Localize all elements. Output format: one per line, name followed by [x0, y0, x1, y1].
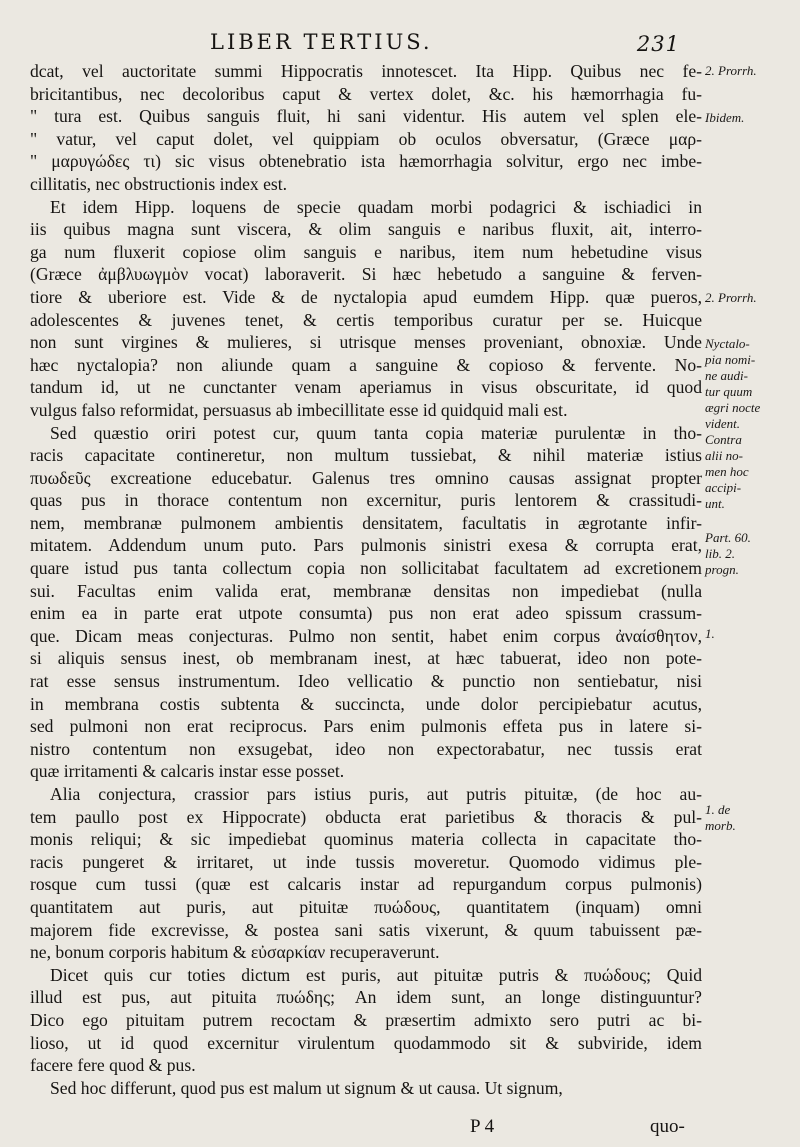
margin-note: ægri nocte [705, 400, 761, 415]
text-line: quas pus in thorace contentum non excernitur, puris lentorem & crassitudi- [30, 490, 702, 511]
main-text [30, 60, 702, 1099]
text-line: Et idem Hipp. loquens de specie quadam morbi podagrici & ischiadici in [50, 196, 702, 217]
text-line: illud est pus, aut pituita πυώδης; An idem sunt, an longe distinguuntur? [30, 987, 702, 1008]
text-line: quæ irritamenti & calcaris instar esse posset. [30, 761, 345, 782]
margin-note: 2. Prorrh. [705, 290, 757, 305]
text-line: monis reliqui; & sic impediebat quominus materia collecta in capacitate tho- [30, 829, 702, 850]
text-line: racis pungeret & irritaret, ut inde tussis moveretur. Quomodo vidimus ple- [30, 851, 702, 872]
margin-note: ne audi- [705, 368, 748, 383]
text-line: tem paullo post ex Hippocrate) obducta erat parietibus & thoracis & pul- [30, 806, 702, 827]
text-line: dcat, vel auctoritate summi Hippocratis innotescet. Ita Hipp. Quibus nec fe- [30, 61, 702, 81]
text-line: lioso, ut id quod excernitur virulentum quodammodo sit & subviride, idem [30, 1032, 702, 1053]
text-line: racis capacitate contineretur, non multum tussiebat, & nihil materiæ istius [30, 445, 702, 466]
margin-note: pia nomi- [705, 352, 756, 367]
text-line: (Græce ἀμβλυωγμὸν vocat) laboraverit. Si hæc hebetudo a sanguine & ferven- [30, 264, 702, 285]
margin-note: Part. 60. [705, 530, 751, 545]
text-line: Dicet quis cur toties dictum est puris, aut pituitæ putris & πυώδους; Quid [50, 964, 702, 985]
text-line: tandum id, ut ne cunctanter venam aperiamus in visus obscuritate, id quod [30, 377, 702, 398]
margin-note: 1. de [705, 802, 731, 817]
text-line: hæc nyctalopia? non aliunde quam a sanguine & copioso & fervente. No- [30, 354, 702, 375]
text-line: que. Dicam meas conjecturas. Pulmo non sentit, habet enim corpus ἀναίσθητον, [30, 625, 702, 646]
margin-note: progn. [705, 562, 739, 577]
text-line: nem, membranæ pulmonem ambientis densitatem, facultatis in ægrotante infir- [30, 512, 702, 533]
text-line: non sunt virgines & mulieres, si utrisque menses proveniant, obnoxiæ. Unde [30, 332, 702, 353]
text-line: πυωδεῦς excreatione educebatur. Galenus tres omnino causas assignat propter [30, 467, 702, 488]
text-line: Alia conjectura, crassior pars istius puris, aut putris pituitæ, (de hoc au- [50, 784, 702, 804]
text-line: in membrana costis subtenta & succincta, unde dolor percipiebatur acutus, [30, 693, 702, 714]
margin-note: unt. [705, 496, 725, 511]
margin-note: Nyctalo- [705, 336, 750, 351]
text-line: bricitantibus, nec decoloribus caput & vertex dolet, &c. his hæmorrhagia fu- [30, 83, 702, 104]
text-line: si aliquis sensus inest, ob membranam inest, at hæc tabuerat, ideo non pote- [30, 648, 702, 669]
running-header [210, 30, 680, 60]
text-line: ne, bonum corporis habitum & εὐσαρκίαν recuperaverunt. [30, 942, 440, 963]
text-line: mitatem. Addendum unum puto. Pars pulmonis sinistri exesa & corrupta erat, [30, 535, 702, 556]
text-line: ga num fluxerit copiose olim sanguis e naribus, item num hebetudine visus [30, 241, 702, 262]
text-line: rosque cum tussi (quæ est calcaris instar ad repurgandum corpus pulmonis) [30, 874, 702, 895]
text-line: adolescentes & juvenes tenet, & certis temporibus curatur per se. Huicque [30, 309, 702, 330]
text-line: Sed quæstio oriri potest cur, quum tanta copia materiæ purulentæ in tho- [50, 422, 702, 443]
margin-note: men hoc [705, 464, 749, 479]
text-line: rat esse sensus instrumentum. Ideo vellicatio & punctio non sentiebatur, nisi [30, 671, 702, 692]
margin-note: 2. Prorrh. [705, 63, 757, 78]
catchword: quo- [650, 1116, 685, 1137]
text-line: Sed hoc differunt, quod pus est malum ut signum & ut causa. Ut signum, [50, 1077, 563, 1098]
text-line: " vatur, vel caput dolet, vel quippiam ob oculos obversatur, (Græce μαρ- [30, 128, 702, 149]
margin-note: accipi- [705, 480, 742, 495]
text-line: majorem fide excrevisse, & postea sani satis vixerunt, & quum tabuissent pæ- [30, 919, 702, 940]
text-line: " μαρυγώδες τι) sic visus obtenebratio ista hæmorrhagia solvitur, ergo nec imbe- [30, 151, 702, 172]
text-line: tiore & uberiore est. Vide & de nyctalopia apud eumdem Hipp. quæ pueros, [30, 286, 702, 307]
margin-note: tur quum [705, 384, 753, 399]
text-line: cillitatis, nec obstructionis index est. [30, 173, 288, 194]
text-line: " tura est. Quibus sanguis fluit, hi sani videntur. His autem vel splen ele- [30, 106, 702, 127]
text-line: facere fere quod & pus. [30, 1055, 196, 1076]
text-line: quantitatem aut puris, aut pituitæ πυώδους, quantitatem (inquam) omni [30, 896, 702, 917]
text-line: enim ea in parte erat utpote consumta) pus non erat adeo spissum crassum- [30, 603, 702, 624]
text-line: nistro contentum non exsugebat, ideo non expectorabatur, nec tussis erat [30, 738, 702, 759]
signature-mark: P 4 [470, 1116, 495, 1137]
margin-note: vident. [705, 416, 741, 431]
text-line: quare istud pus tanta collectum copia non sollicitabat facultatem ad excretionem [30, 558, 702, 579]
text-line: sed pulmoni non erat reciprocus. Pars enim pulmonis effeta pus in latere si- [30, 716, 702, 737]
margin-note: lib. 2. [705, 546, 735, 561]
page-number: 231 [636, 32, 680, 56]
text-line: sui. Facultas enim valida erat, membranæ densitas non impediebat (nulla [30, 580, 702, 601]
margin-note: morb. [705, 818, 736, 833]
margin-note: 1. [705, 626, 715, 641]
margin-note: Ibidem. [705, 110, 745, 125]
running-title: LIBER TERTIUS. [210, 30, 433, 54]
text-line: Dico ego pituitam putrem recoctam & præsertim admixto sero putri ac bi- [30, 1009, 702, 1030]
text-line: iis quibus magna sunt viscera, & olim sanguis e naribus fluxit, ait, interro- [30, 219, 702, 240]
margin-note: Contra [705, 432, 742, 447]
margin-note: alii no- [705, 448, 743, 463]
text-line: vulgus falso reformidat, persuasus ab imbecillitate esse id quidquid mali est. [30, 399, 568, 420]
